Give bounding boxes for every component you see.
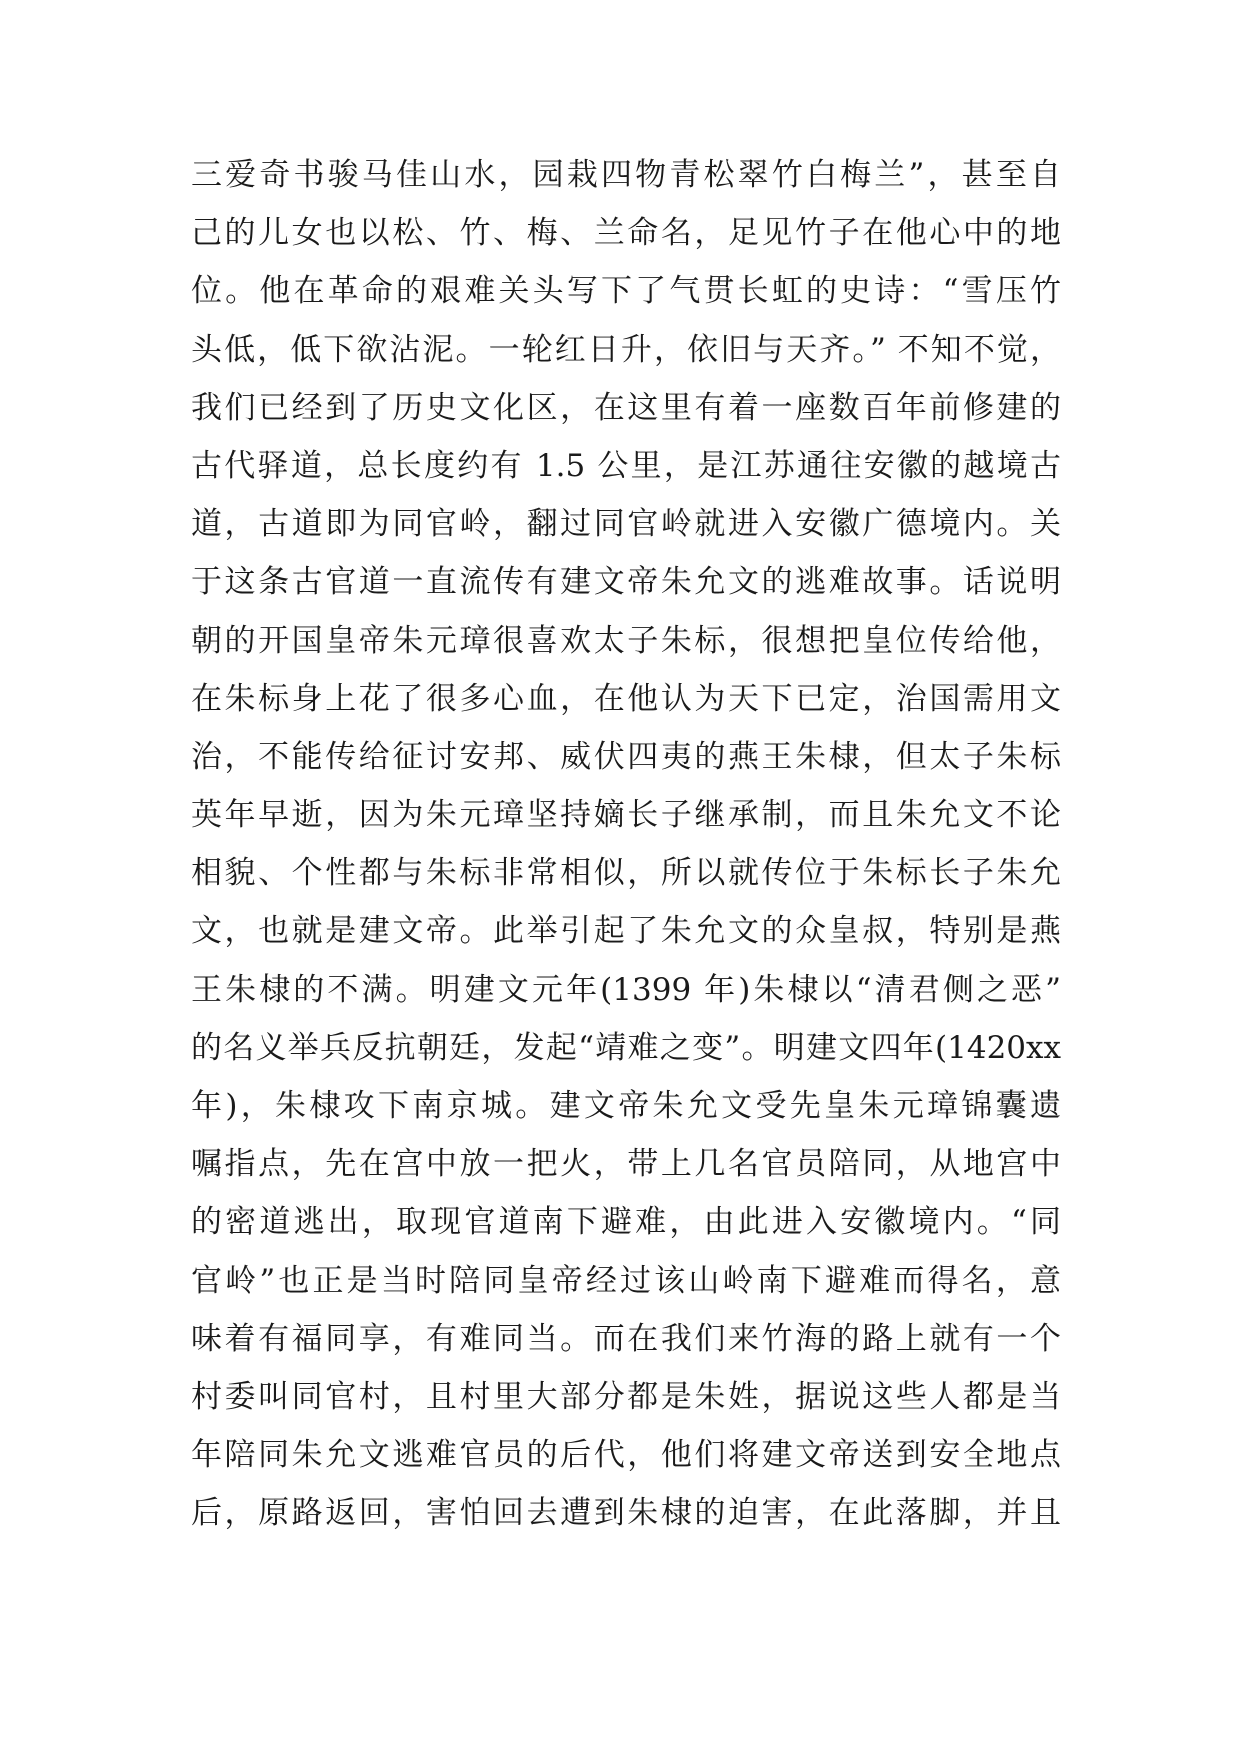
text-line: 于这条古官道一直流传有建文帝朱允文的逃难故事。话说明 [191, 564, 1061, 601]
text-line: 文，也就是建文帝。此举引起了朱允文的众皇叔，特别是燕 [191, 913, 1061, 950]
text-line: 年)，朱棣攻下南京城。建文帝朱允文受先皇朱元璋锦囊遗 [191, 1088, 1061, 1124]
text-line: 在朱标身上花了很多心血，在他认为天下已定，治国需用文 [191, 680, 1061, 717]
text-line: 古代驿道，总长度约有 1.5 公里，是江苏通往安徽的越境古 [191, 447, 1061, 484]
text-line: 年陪同朱允文逃难官员的后代，他们将建文帝送到安全地点 [191, 1437, 1061, 1474]
text-line: 朝的开国皇帝朱元璋很喜欢太子朱标，很想把皇位传给他， [191, 622, 1061, 659]
body-text [191, 146, 1061, 1543]
text-line: 英年早逝，因为朱元璋坚持嫡长子继承制，而且朱允文不论 [191, 797, 1061, 834]
text-line: 王朱棣的不满。明建文元年(1399 年)朱棣以“清君侧之恶” [191, 971, 1061, 1008]
text-line: 相貌、个性都与朱标非常相似，所以就传位于朱标长子朱允 [191, 855, 1061, 892]
text-line: 三爱奇书骏马佳山水，园栽四物青松翠竹白梅兰”，甚至自 [191, 157, 1061, 193]
text-line: 味着有福同享，有难同当。而在我们来竹海的路上就有一个 [191, 1320, 1061, 1357]
text-line: 道，古道即为同官岭，翻过同官岭就进入安徽广德境内。关 [191, 506, 1061, 543]
text-line: 的密道逃出，取现官道南下避难，由此进入安徽境内。“同 [191, 1204, 1061, 1241]
text-line: 村委叫同官村，且村里大部分都是朱姓，据说这些人都是当 [191, 1378, 1061, 1415]
text-line: 位。他在革命的艰难关头写下了气贯长虹的史诗：“雪压竹 [191, 273, 1061, 310]
text-line: 的名义举兵反抗朝廷，发起“靖难之变”。明建文四年(1420xx [191, 1029, 1061, 1066]
text-line: 嘱指点，先在宫中放一把火，带上几名官员陪同，从地宫中 [191, 1146, 1061, 1183]
text-line: 官岭”也正是当时陪同皇帝经过该山岭南下避难而得名，意 [191, 1262, 1061, 1299]
text-line: 后，原路返回，害怕回去遭到朱棣的迫害，在此落脚，并且 [191, 1495, 1061, 1532]
text-line: 己的儿女也以松、竹、梅、兰命名，足见竹子在他心中的地 [191, 215, 1061, 252]
text-line: 我们已经到了历史文化区，在这里有着一座数百年前修建的 [191, 389, 1061, 426]
text-line: 治，不能传给征讨安邦、威伏四夷的燕王朱棣，但太子朱标 [191, 738, 1061, 775]
text-line: 头低，低下欲沾泥。一轮红日升，依旧与天齐。” 不知不觉， [191, 331, 1061, 368]
